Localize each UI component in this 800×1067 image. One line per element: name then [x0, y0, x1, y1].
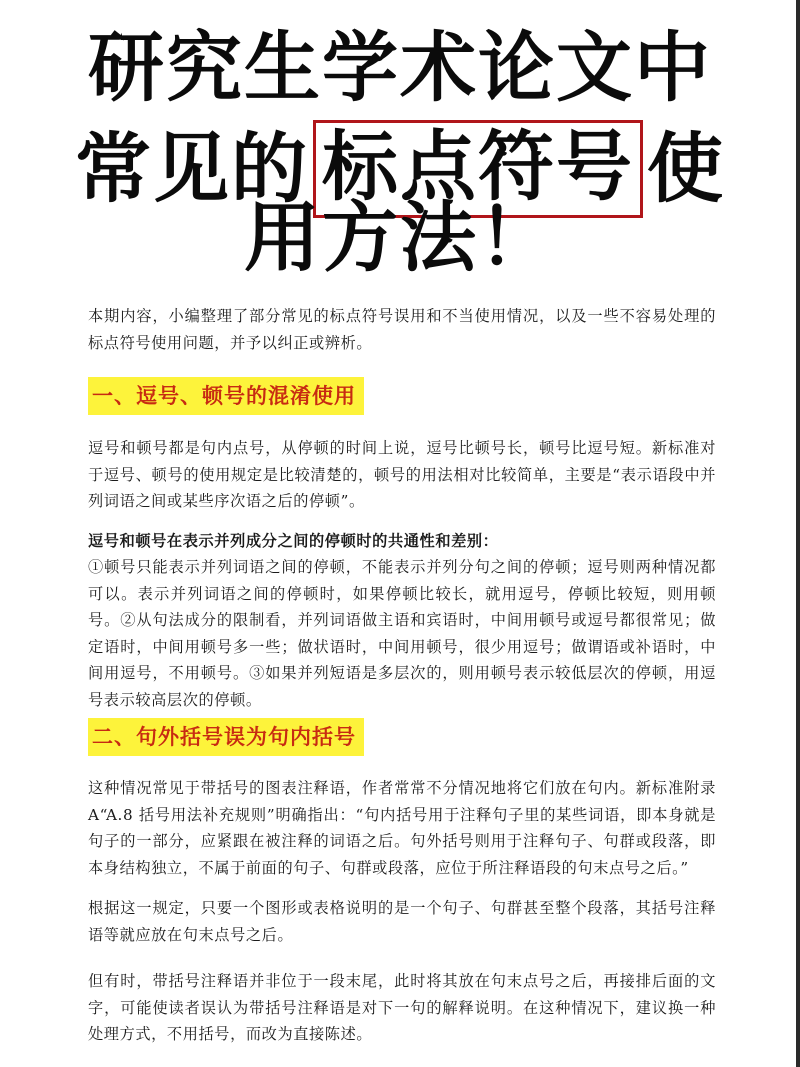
section-1-subtitle: 逗号和顿号在表示并列成分之间的停顿时的共通性和差别： — [88, 532, 499, 550]
title-line-1: 研究生学术论文中 — [88, 23, 712, 112]
title-line-3: 用方法！ — [244, 193, 556, 282]
section-1-paragraph-2: ①顿号只能表示并列词语之间的停顿，不能表示并列分句之间的停顿；逗号则两种情况都可以。表示并列词语之间的停顿时，如果停顿比较长，就用逗号，停顿比较短，则用顿号。②从句法成分的限制看，并列词语做主语和宾语时，中间用顿号或逗号都很常见；做定语时，中间用顿号多一些；做状语时，中间用顿号，很少用逗号；做谓语或补语时，中间用逗号，不用顿号。③如果并列短语是多层次的，则用顿号表示较低层次的停顿，用逗号表示较高层次的停顿。 — [88, 558, 716, 709]
section-1-paragraph-1: 逗号和顿号都是句内点号，从停顿的时间上说，逗号比顿号长，顿号比逗号短。新标准对于逗号、顿号的使用规定是比较清楚的，顿号的用法相对比较简单，主要是“表示语段中并列词语之间或某些序次语之后的停顿”。 — [88, 439, 716, 510]
section-2-paragraph-3: 但有时，带括号注释语并非位于一段末尾，此时将其放在句末点号之后，再接排后面的文字，可能使读者误认为带括号注释语是对下一句的解释说明。在这种情况下，建议换一种处理方式，不用括号，而改为直接陈述。 — [88, 972, 716, 1043]
intro-paragraph: 本期内容，小编整理了部分常见的标点符号误用和不当使用情况，以及一些不容易处理的标点符号使用问题，并予以纠正或辨析。 — [88, 307, 716, 352]
section-2-paragraph-1: 这种情况常见于带括号的图表注释语，作者常常不分情况地将它们放在句内。新标准附录A“A.8 括号用法补充规则”明确指出：“句内括号用于注释句子里的某些词语，即本身就是句子的一部分，应紧跟在被注释的词语之后。句外括号则用于注释句子、句群或段落，即本身结构独立，不属于前面的句子、句群或段落，应位于所注释语段的句末点号之后。” — [88, 779, 716, 877]
title-highlight-box: 标点符号 — [313, 120, 643, 218]
title-line-2-suffix: 使 — [647, 124, 725, 213]
title-line-2-prefix: 常见的 — [75, 124, 309, 213]
section-2-paragraph-2: 根据这一规定，只要一个图形或表格说明的是一个句子、句群甚至整个段落，其括号注释语等就应放在句末点号之后。 — [88, 899, 716, 944]
section-1-heading: 一、逗号、顿号的混淆使用 — [88, 377, 364, 415]
section-2-heading: 二、句外括号误为句内括号 — [88, 718, 364, 756]
